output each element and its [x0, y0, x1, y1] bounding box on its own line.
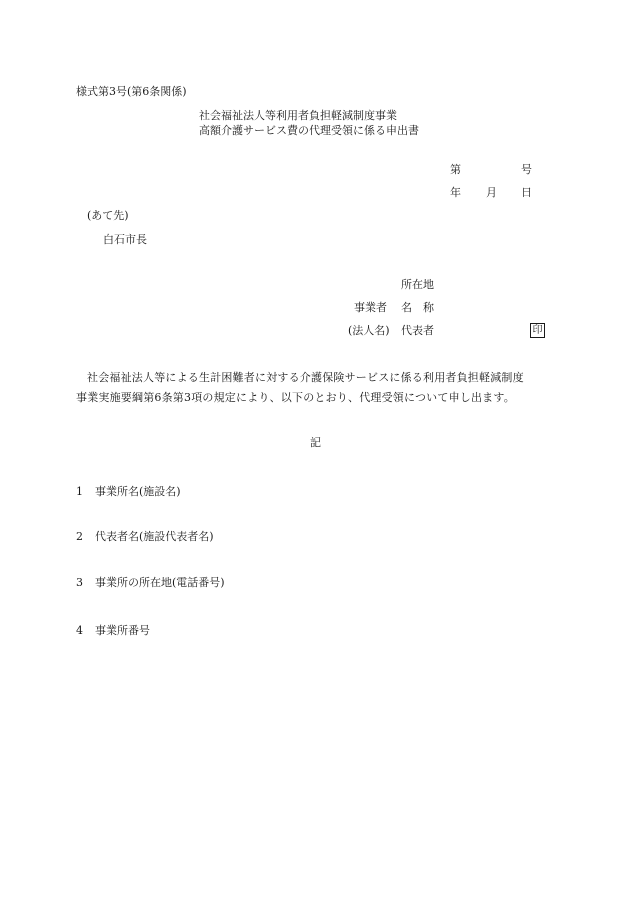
- name-label: 名 称: [401, 301, 434, 314]
- item-3-number: 3: [76, 576, 83, 589]
- date-year: 年: [450, 186, 461, 199]
- address-label: 所在地: [401, 278, 434, 291]
- item-1-number: 1: [76, 485, 83, 498]
- doc-number-dai: 第: [450, 163, 461, 176]
- rep-label: 代表者: [401, 324, 434, 337]
- seal-mark: 印: [530, 323, 545, 338]
- business-label: 事業者: [354, 301, 387, 314]
- item-2-label: 代表者名(施設代表者名): [95, 530, 214, 543]
- addressee-name: 白石市長: [103, 233, 147, 246]
- title-line-1: 社会福祉法人等利用者負担軽減制度事業: [199, 109, 397, 122]
- item-2-number: 2: [76, 530, 83, 543]
- item-4-label: 事業所番号: [95, 624, 150, 637]
- body-paragraph: [76, 368, 576, 408]
- doc-number-go: 号: [521, 163, 532, 176]
- date-day: 日: [521, 186, 532, 199]
- item-4-number: 4: [76, 624, 83, 637]
- item-3-label: 事業所の所在地(電話番号): [95, 576, 225, 589]
- form-number: 様式第3号(第6条関係): [76, 85, 187, 98]
- body-line-1: 社会福祉法人等による生計困難者に対する介護保険サービスに係る利用者負担軽減制度: [87, 371, 524, 384]
- ki-heading: 記: [310, 436, 321, 449]
- date-month: 月: [486, 186, 497, 199]
- item-1-label: 事業所名(施設名): [95, 485, 181, 498]
- corp-label: (法人名): [348, 324, 390, 337]
- title-line-2: 高額介護サービス費の代理受領に係る申出書: [199, 124, 419, 137]
- addressee-label: (あて先): [87, 209, 129, 222]
- body-line-2: 事業実施要綱第6条第3項の規定により、以下のとおり、代理受領について申し出ます。: [76, 391, 515, 404]
